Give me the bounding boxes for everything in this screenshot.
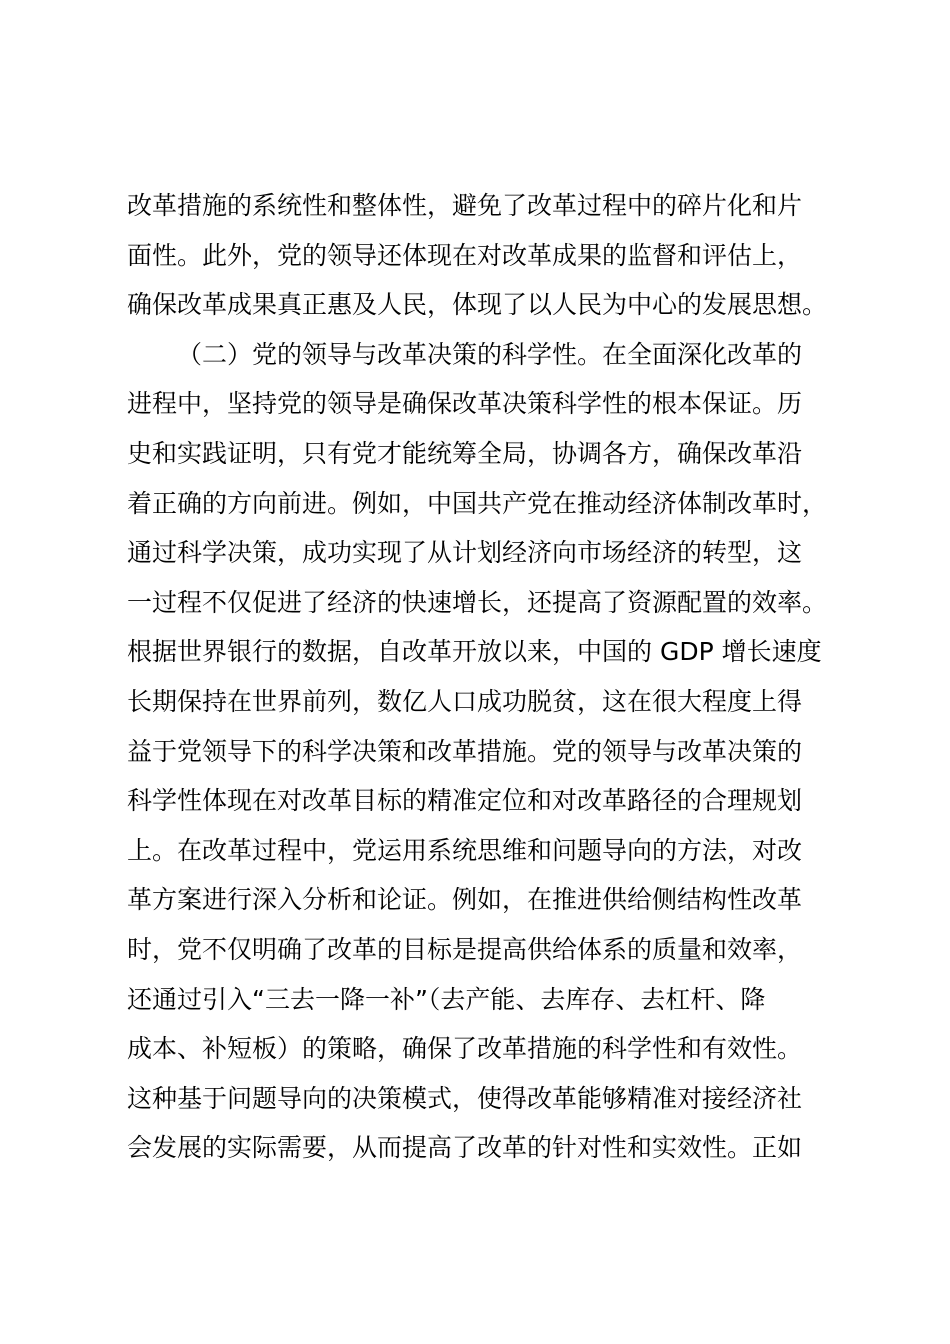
text-line: 进程中，坚持党的领导是确保改革决策科学性的根本保证。历	[127, 389, 803, 418]
text-line: 益于党领导下的科学决策和改革措施。党的领导与改革决策的	[127, 737, 803, 766]
text-line: 成本、补短板）的策略，确保了改革措施的科学性和有效性。	[127, 1034, 803, 1063]
text-line: 革方案进行深入分析和论证。例如，在推进供给侧结构性改革	[127, 885, 803, 914]
text-line: 科学性体现在对改革目标的精准定位和对改革路径的合理规划	[127, 786, 803, 815]
text-line: 上。在改革过程中，党运用系统思维和问题导向的方法，对改	[127, 836, 803, 865]
text-line: 一过程不仅促进了经济的快速增长，还提高了资源配置的效率。	[127, 588, 828, 617]
text-line: 根据世界银行的数据，自改革开放以来，中国的 GDP 增长速度	[127, 637, 822, 666]
text-line: 史和实践证明，只有党才能统筹全局，协调各方，确保改革沿	[127, 439, 803, 468]
text-line: 面性。此外，党的领导还体现在对改革成果的监督和评估上，	[127, 241, 803, 270]
section-heading-line: （二）党的领导与改革决策的科学性。在全面深化改革的	[177, 340, 803, 369]
text-line: 时，党不仅明确了改革的目标是提高供给体系的质量和效率，	[127, 935, 803, 964]
text-line: 确保改革成果真正惠及人民，体现了以人民为中心的发展思想。	[127, 290, 828, 319]
text-line: 这种基于问题导向的决策模式，使得改革能够精准对接经济社	[127, 1084, 803, 1113]
text-line: 还通过引入“三去一降一补”（去产能、去库存、去杠杆、降	[127, 985, 766, 1014]
text-line: 改革措施的系统性和整体性，避免了改革过程中的碎片化和片	[127, 191, 803, 220]
text-line: 长期保持在世界前列，数亿人口成功脱贫，这在很大程度上得	[127, 687, 803, 716]
text-line: 会发展的实际需要，从而提高了改革的针对性和实效性。正如	[127, 1133, 803, 1162]
text-line: 通过科学决策，成功实现了从计划经济向市场经济的转型，这	[127, 538, 803, 567]
text-line: 着正确的方向前进。例如，中国共产党在推动经济体制改革时，	[127, 489, 828, 518]
